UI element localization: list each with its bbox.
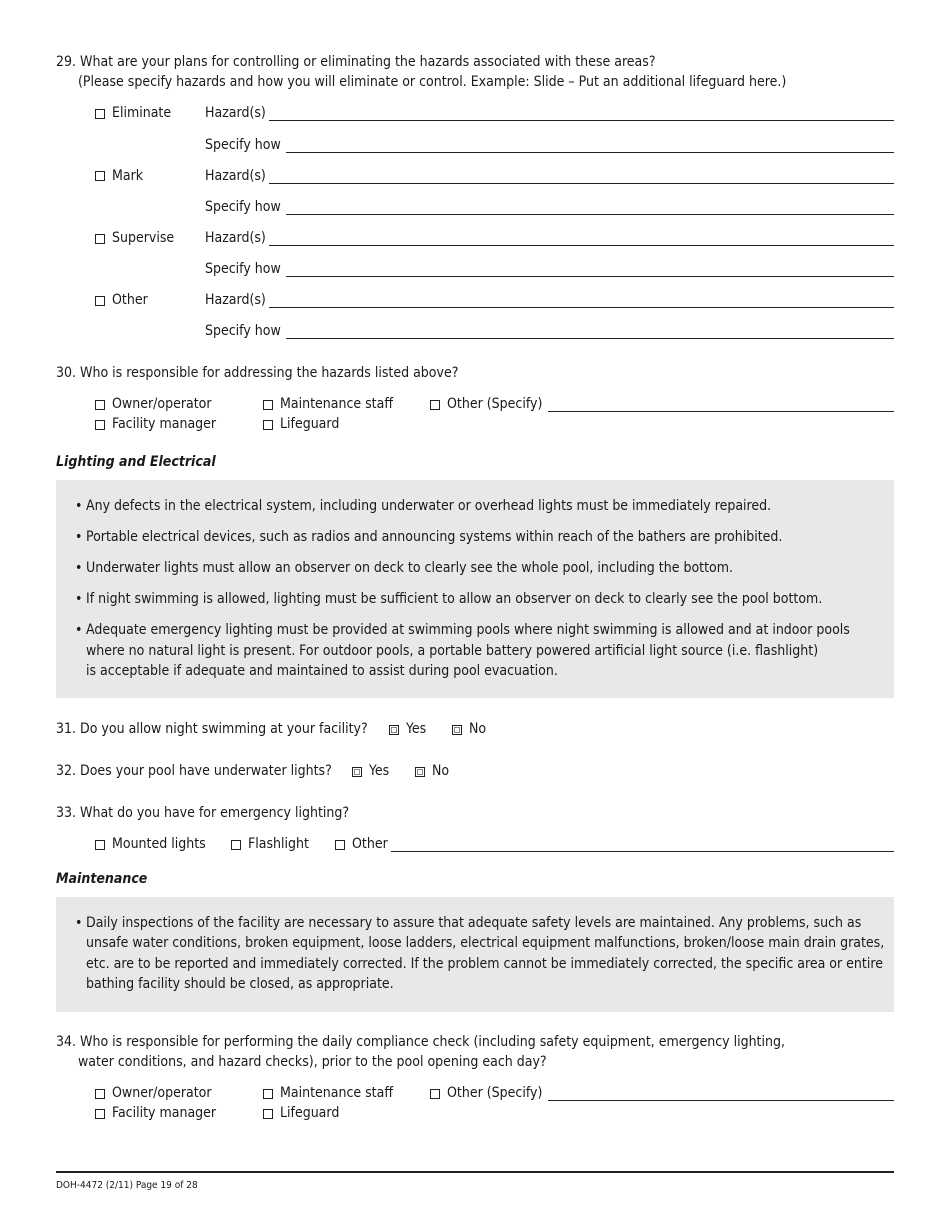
mark-specify-field[interactable] xyxy=(286,214,894,215)
hazard-label: Hazard(s) xyxy=(205,292,266,308)
q31-question: 31. Do you allow night swimming at your facility? xyxy=(56,721,368,737)
q31-no-checkbox[interactable] xyxy=(452,725,462,735)
other-specify-label: Other (Specify) xyxy=(447,396,543,412)
lighting-bullet-continued: is acceptable if adequate and maintained to assist during pool evacuation. xyxy=(86,663,558,679)
other-lighting-field[interactable] xyxy=(391,851,894,852)
q33-question: 33. What do you have for emergency lighting? xyxy=(56,805,350,821)
maintenance-info-box: • Daily inspections of the facility are necessary to assure that adequate safety levels are maintained. Any problems, such as unsafe water conditions, broken equipment, loose ladders, electrical equipment malfunctions, broken/loose main drain grates, etc. are to be reported and immediately corrected. If the problem cannot be immediately corrected, the specific area or entire bathing facility should be closed, as appropriate. xyxy=(56,897,894,1012)
eliminate-checkbox[interactable] xyxy=(95,109,105,119)
mark-label: Mark xyxy=(112,168,144,184)
specify-how-label: Specify how xyxy=(205,261,281,277)
facility-manager-label: Facility manager xyxy=(112,416,217,432)
hazard-label: Hazard(s) xyxy=(205,105,266,121)
maintenance-staff-label: Maintenance staff xyxy=(280,396,394,412)
flashlight-checkbox[interactable] xyxy=(231,840,241,850)
q29-question: 29. What are your plans for controlling or eliminating the hazards associated with these areas? xyxy=(56,54,656,70)
maintenance-staff-label: Maintenance staff xyxy=(280,1085,394,1101)
mounted-lights-label: Mounted lights xyxy=(112,836,206,852)
supervise-label: Supervise xyxy=(112,230,175,246)
supervise-checkbox[interactable] xyxy=(95,234,105,244)
owner-operator-checkbox[interactable] xyxy=(95,1089,105,1099)
other-specify-checkbox[interactable] xyxy=(430,400,440,410)
mark-hazard-field[interactable] xyxy=(269,183,894,184)
other-checkbox[interactable] xyxy=(95,296,105,306)
maintenance-heading: Maintenance xyxy=(56,871,148,887)
lifeguard-checkbox[interactable] xyxy=(263,420,273,430)
q31-yes-checkbox[interactable] xyxy=(389,725,399,735)
supervise-hazard-field[interactable] xyxy=(269,245,894,246)
q31-yes-label: Yes xyxy=(406,721,427,737)
flashlight-label: Flashlight xyxy=(248,836,309,852)
q32-question: 32. Does your pool have underwater lights? xyxy=(56,763,332,779)
hazard-label: Hazard(s) xyxy=(205,168,266,184)
other-specify-checkbox[interactable] xyxy=(430,1089,440,1099)
lighting-bullet-continued: where no natural light is present. For outdoor pools, a portable battery powered artificial light source (i.e. flashlight) xyxy=(86,643,819,659)
q29-note: (Please specify hazards and how you will eliminate or control. Example: Slide – Put an additional lifeguard here.) xyxy=(78,74,787,90)
hazard-label: Hazard(s) xyxy=(205,230,266,246)
owner-operator-checkbox[interactable] xyxy=(95,400,105,410)
other-specify-label: Other (Specify) xyxy=(447,1085,543,1101)
lifeguard-label: Lifeguard xyxy=(280,416,340,432)
q32-no-checkbox[interactable] xyxy=(415,767,425,777)
q32-yes-label: Yes xyxy=(369,763,390,779)
maintenance-bullet-continued: bathing facility should be closed, as appropriate. xyxy=(86,976,394,992)
other-lighting-checkbox[interactable] xyxy=(335,840,345,850)
lifeguard-checkbox[interactable] xyxy=(263,1109,273,1119)
lighting-heading: Lighting and Electrical xyxy=(56,454,216,470)
lifeguard-label: Lifeguard xyxy=(280,1105,340,1121)
facility-manager-checkbox[interactable] xyxy=(95,420,105,430)
other-specify-field[interactable] xyxy=(548,411,894,412)
supervise-specify-field[interactable] xyxy=(286,276,894,277)
specify-how-label: Specify how xyxy=(205,199,281,215)
q34-question-continued: water conditions, and hazard checks), prior to the pool opening each day? xyxy=(78,1054,547,1070)
facility-manager-checkbox[interactable] xyxy=(95,1109,105,1119)
maintenance-bullet-continued: unsafe water conditions, broken equipment, loose ladders, electrical equipment malfunctions, broken/loose main drain grates, xyxy=(86,935,885,951)
q32-yes-checkbox[interactable] xyxy=(352,767,362,777)
other-specify-field[interactable] xyxy=(548,1100,894,1101)
lighting-info-box: • Any defects in the electrical system, including underwater or overhead lights must be immediately repaired. • Portable electrical devices, such as radios and announcing systems within reach of the bathers are prohibited. • Underwater lights must allow an observer on deck to clearly see the whole pool, including the bottom. • If night swimming is allowed, lighting must be sufficient to allow an observer on deck to clearly see the pool bottom. • Adequate emergency lighting must be provided at swimming pools where night swimming is allowed and at indoor pools where no natural light is present. For outdoor pools, a portable battery powered artificial light source (i.e. flashlight) is acceptable if adequate and maintained to assist during pool evacuation. xyxy=(56,480,894,698)
mark-checkbox[interactable] xyxy=(95,171,105,181)
eliminate-label: Eliminate xyxy=(112,105,172,121)
other-label: Other xyxy=(112,292,148,308)
other-hazard-field[interactable] xyxy=(269,307,894,308)
owner-operator-label: Owner/operator xyxy=(112,1085,212,1101)
other-lighting-label: Other xyxy=(352,836,388,852)
q32-no-label: No xyxy=(432,763,450,779)
specify-how-label: Specify how xyxy=(205,323,281,339)
owner-operator-label: Owner/operator xyxy=(112,396,212,412)
eliminate-hazard-field[interactable] xyxy=(269,120,894,121)
eliminate-specify-field[interactable] xyxy=(286,152,894,153)
q34-question: 34. Who is responsible for performing the daily compliance check (including safety equipment, emergency lighting, xyxy=(56,1034,785,1050)
maintenance-bullet-continued: etc. are to be reported and immediately corrected. If the problem cannot be immediately corrected, the specific area or entire xyxy=(86,956,883,972)
q30-question: 30. Who is responsible for addressing the hazards listed above? xyxy=(56,365,459,381)
maintenance-staff-checkbox[interactable] xyxy=(263,1089,273,1099)
other-specify-field[interactable] xyxy=(286,338,894,339)
specify-how-label: Specify how xyxy=(205,137,281,153)
q31-no-label: No xyxy=(469,721,487,737)
mounted-lights-checkbox[interactable] xyxy=(95,840,105,850)
footer-rule xyxy=(56,1171,894,1173)
maintenance-staff-checkbox[interactable] xyxy=(263,400,273,410)
facility-manager-label: Facility manager xyxy=(112,1105,217,1121)
page-footer: DOH-4472 (2/11) Page 19 of 28 xyxy=(56,1180,198,1191)
